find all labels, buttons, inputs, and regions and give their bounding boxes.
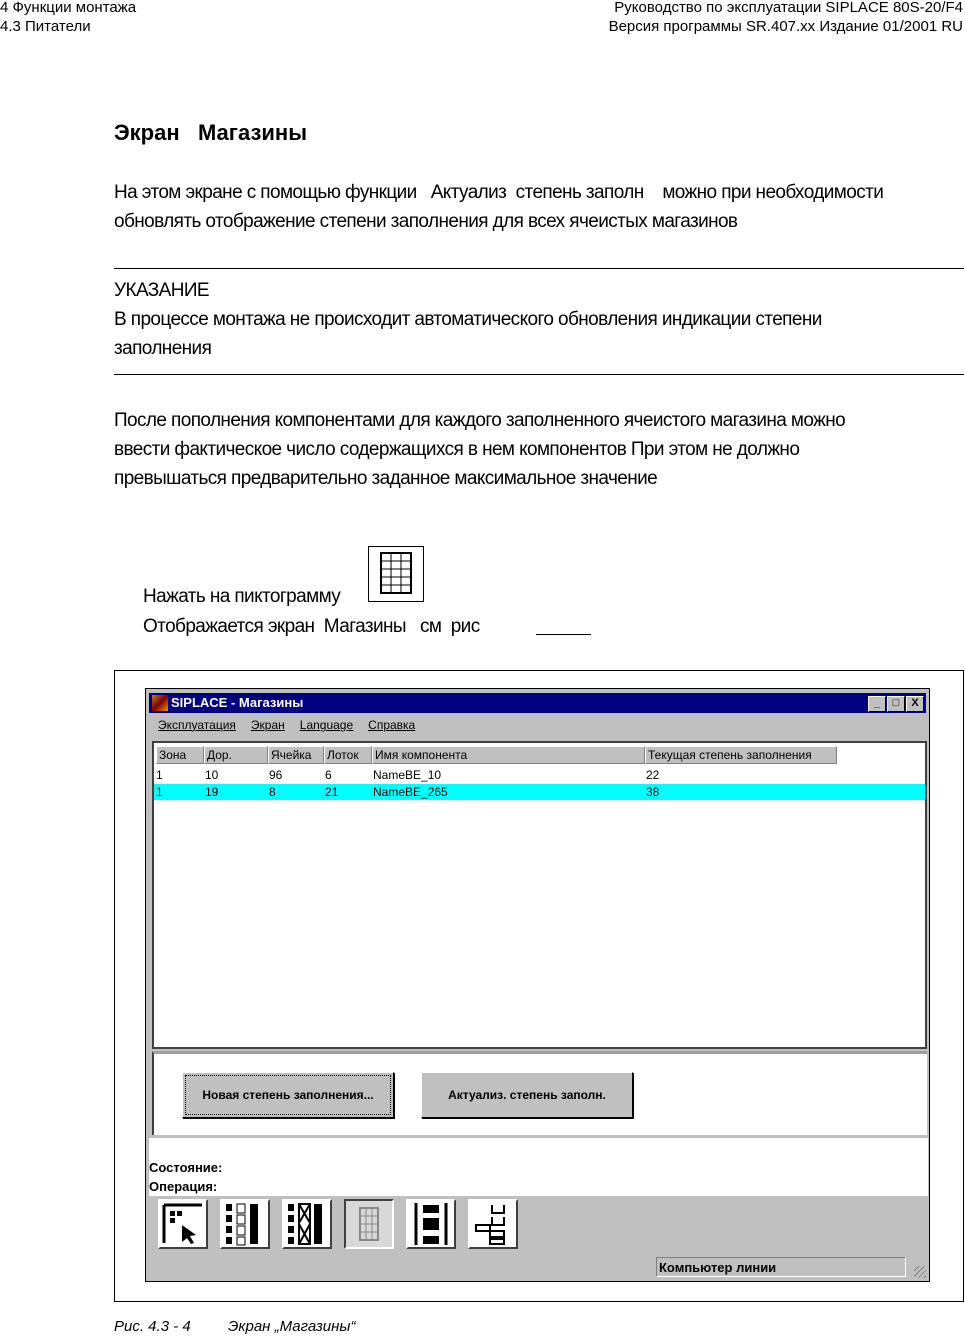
note-line: заполнения (114, 338, 212, 359)
intro-line: обновлять отображение степени заполнения для всех ячеистых магазинов (114, 211, 738, 232)
para-line: ввести фактическое число содержащихся в нем компонентов При этом не должно (114, 439, 800, 460)
table-row[interactable] (154, 767, 925, 783)
update-fill-level-button[interactable]: Актуализ. степень заполн. (421, 1072, 633, 1118)
note-line: В процессе монтажа не происходит автоматического обновления индикации степени (114, 309, 822, 330)
cell: 8 (269, 785, 276, 799)
cell: 19 (205, 785, 219, 799)
cell: 10 (205, 768, 219, 782)
title-bar (149, 693, 926, 713)
header-version: Версия программы SR.407.xx Издание 01/2001 RU (608, 18, 963, 35)
column-header[interactable]: Лоток (324, 746, 372, 764)
intro-line: На этом экране с помощью функции Актуализ степень заполн можно при необходимости (114, 182, 884, 203)
step1: Нажать на пиктограмму (143, 586, 341, 607)
status-info (149, 1138, 928, 1196)
note (114, 276, 822, 363)
header-manual: Руководство по эксплуатации SIPLACE 80S-20/F4 (614, 0, 963, 16)
menu-screen[interactable]: Экран (250, 718, 285, 732)
state-label: Состояние: (149, 1160, 223, 1175)
header-chapter: 4 Функции монтажа (0, 0, 137, 16)
magazine-grid-icon (368, 546, 424, 602)
step2: Отображается экран Магазины см рис (143, 616, 480, 637)
paragraph (114, 406, 845, 493)
cell: 6 (325, 768, 332, 782)
menu-help[interactable]: Справка (368, 718, 416, 732)
button-panel (152, 1051, 927, 1135)
menu-language[interactable]: Language (299, 718, 354, 732)
column-header[interactable]: Текущая степень заполнения (645, 746, 837, 764)
menu-operation[interactable]: Эксплуатация (158, 718, 236, 732)
cell: NameBE_265 (373, 785, 448, 799)
feeder-cross-icon[interactable] (282, 1199, 332, 1249)
section-title: Экран Магазины (114, 120, 307, 145)
resize-grip[interactable] (914, 1266, 926, 1278)
column-header[interactable]: Имя компонента (372, 746, 645, 764)
caption-number: Рис. 4.3 - 4 (114, 1318, 191, 1335)
cell: 1 (156, 768, 163, 782)
divider (114, 268, 964, 269)
menu-bar (158, 718, 415, 732)
cell: 96 (269, 768, 283, 782)
para-line: превышаться предварительно заданное максимальное значение (114, 468, 658, 489)
status-bar-text: Компьютер линии (656, 1257, 906, 1277)
component-tape-icon[interactable] (406, 1199, 456, 1249)
tray-stack-icon[interactable] (468, 1199, 518, 1249)
feeder-icon[interactable] (220, 1199, 270, 1249)
minimize-button[interactable]: _ (868, 696, 886, 712)
header-section: 4.3 Питатели (0, 18, 91, 35)
maximize-button[interactable]: □ (887, 696, 905, 712)
intro-text (114, 178, 883, 236)
cell: 1 (156, 785, 163, 799)
caption-text: Экран „Магазины“ (228, 1318, 356, 1335)
column-header[interactable]: Дор. (204, 746, 268, 764)
new-fill-level-button[interactable]: Новая степень заполнения... (182, 1072, 394, 1118)
cell: 38 (646, 785, 660, 799)
select-icon[interactable] (158, 1199, 208, 1249)
divider (114, 374, 964, 375)
figure-ref-blank (536, 634, 591, 635)
table-row-selected[interactable] (154, 784, 925, 800)
operation-label: Операция: (149, 1179, 218, 1194)
window-title: SIPLACE - Магазины (171, 695, 304, 710)
note-label: УКАЗАНИЕ (114, 280, 209, 301)
cell: NameBE_10 (373, 768, 442, 782)
app-window (145, 688, 930, 1282)
magazine-grid-icon[interactable] (344, 1199, 394, 1249)
cell: 21 (325, 785, 339, 799)
magazine-table (152, 741, 927, 1049)
app-icon (152, 695, 168, 711)
column-header[interactable]: Зона (156, 746, 204, 764)
column-header[interactable]: Ячейка (268, 746, 324, 764)
para-line: После пополнения компонентами для каждого заполненного ячеистого магазина можно (114, 410, 846, 431)
cell: 22 (646, 768, 660, 782)
close-button[interactable]: X (906, 696, 924, 712)
